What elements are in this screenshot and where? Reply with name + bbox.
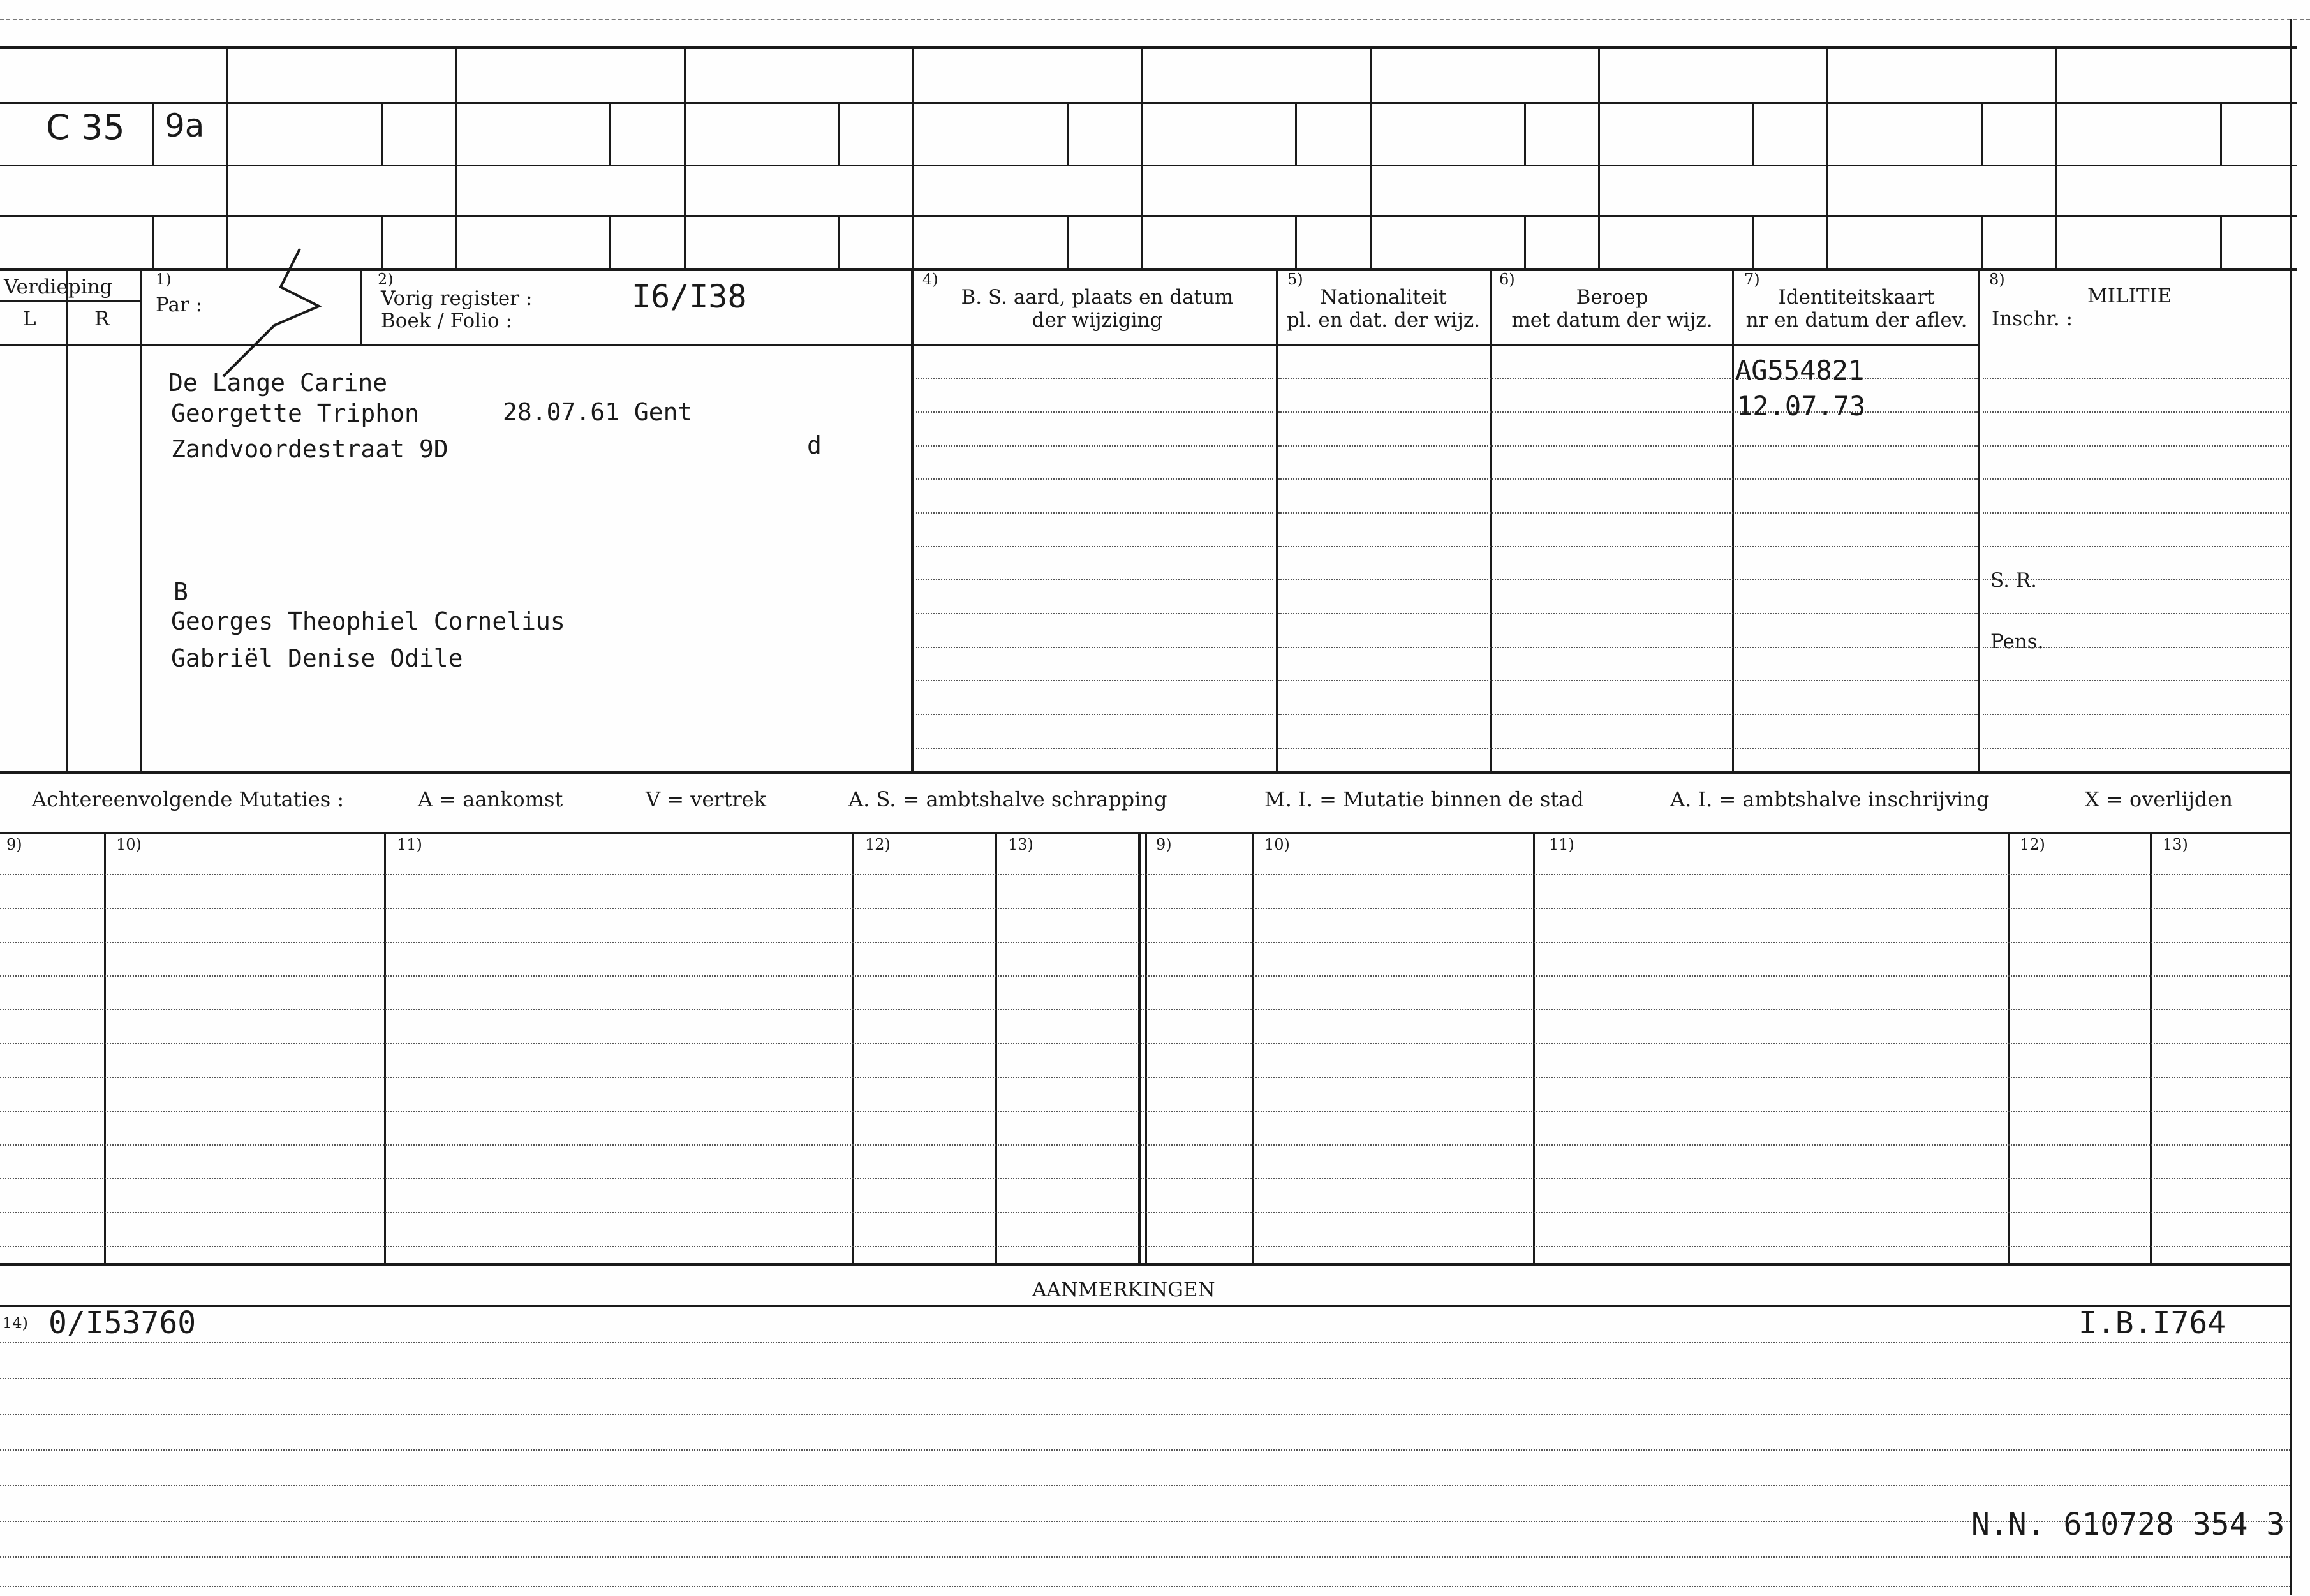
col2-line2: Boek / Folio : bbox=[381, 309, 512, 332]
mutation-ai: A. I. = ambtshalve inschrijving bbox=[1670, 787, 1990, 811]
col1-label: Par : bbox=[156, 293, 203, 316]
mut-col-10b: 10) bbox=[1264, 836, 1290, 853]
mut-col-11a: 11) bbox=[397, 836, 422, 853]
person-letter: d bbox=[807, 431, 822, 459]
mut-col-10a: 10) bbox=[116, 836, 142, 853]
mutation-x: X = overlijden bbox=[2085, 787, 2233, 811]
verdieping-right: R bbox=[94, 307, 110, 330]
militie-inschr: Inschr. : bbox=[1992, 307, 2073, 330]
person-line2: Georgette Triphon bbox=[171, 399, 419, 427]
parent-line1: Georges Theophiel Cornelius bbox=[171, 607, 565, 635]
verdieping-label: Verdieping bbox=[4, 276, 113, 299]
col2-line1: Vorig register : bbox=[381, 287, 533, 310]
militie-title: MILITIE bbox=[2087, 284, 2172, 307]
national-number: N.N. 610728 354 3 bbox=[1971, 1507, 2285, 1542]
mut-col-13a: 13) bbox=[1008, 836, 1033, 853]
identity-card-number: AG554821 bbox=[1735, 355, 1865, 386]
mutations-title: Achtereenvolgende Mutaties : bbox=[32, 787, 344, 811]
remarks-value: 0/I53760 bbox=[48, 1305, 196, 1341]
col4-number: 4) bbox=[922, 270, 938, 288]
col6-number: 6) bbox=[1499, 270, 1515, 288]
register-code: C 35 bbox=[46, 107, 125, 147]
remarks-title: AANMERKINGEN bbox=[1032, 1278, 1215, 1301]
col7-header: Identiteitskaart nr en datum der aflev. bbox=[1745, 286, 1967, 332]
col7-number: 7) bbox=[1744, 270, 1760, 288]
person-birth: 28.07.61 Gent bbox=[503, 398, 693, 426]
parent-letter: B bbox=[174, 578, 188, 606]
col5-header: Nationaliteit pl. en dat. der wijz. bbox=[1286, 286, 1481, 332]
militie-pens: Pens. bbox=[1990, 630, 2044, 653]
scan-top-edge bbox=[0, 19, 2310, 20]
identity-card-date: 12.07.73 bbox=[1736, 390, 1866, 422]
verdieping-left: L bbox=[23, 307, 36, 330]
militie-sr: S. R. bbox=[1990, 569, 2038, 592]
mutation-as: A. S. = ambtshalve schrapping bbox=[848, 787, 1167, 811]
mut-col-9b: 9) bbox=[1156, 836, 1172, 853]
col1-number: 1) bbox=[156, 270, 172, 288]
register-number: 9a bbox=[165, 107, 205, 144]
mut-col-11b: 11) bbox=[1549, 836, 1574, 853]
previous-register-value: I6/I38 bbox=[632, 278, 747, 315]
parent-line2: Gabriël Denise Odile bbox=[171, 644, 463, 672]
person-line3: Zandvoordestraat 9D bbox=[171, 435, 448, 463]
person-line1: De Lange Carine bbox=[168, 369, 388, 397]
mut-col-13b: 13) bbox=[2163, 836, 2188, 853]
col5-number: 5) bbox=[1287, 270, 1303, 288]
mut-col-12b: 12) bbox=[2020, 836, 2045, 853]
col8-number: 8) bbox=[1989, 270, 2005, 288]
remarks-ib: I.B.I764 bbox=[2078, 1305, 2226, 1341]
handwritten-mark bbox=[211, 242, 338, 383]
col6-header: Beroep met datum der wijz. bbox=[1511, 286, 1713, 332]
mut-col-9a: 9) bbox=[6, 836, 22, 853]
col2-number: 2) bbox=[378, 270, 394, 288]
col4-header: B. S. aard, plaats en datum der wijziging bbox=[961, 286, 1234, 332]
mutation-v: V = vertrek bbox=[646, 787, 767, 811]
mut-col-12a: 12) bbox=[865, 836, 891, 853]
mutation-a: A = aankomst bbox=[418, 787, 563, 811]
mutation-mi: M. I. = Mutatie binnen de stad bbox=[1264, 787, 1584, 811]
remarks-number: 14) bbox=[3, 1314, 28, 1332]
